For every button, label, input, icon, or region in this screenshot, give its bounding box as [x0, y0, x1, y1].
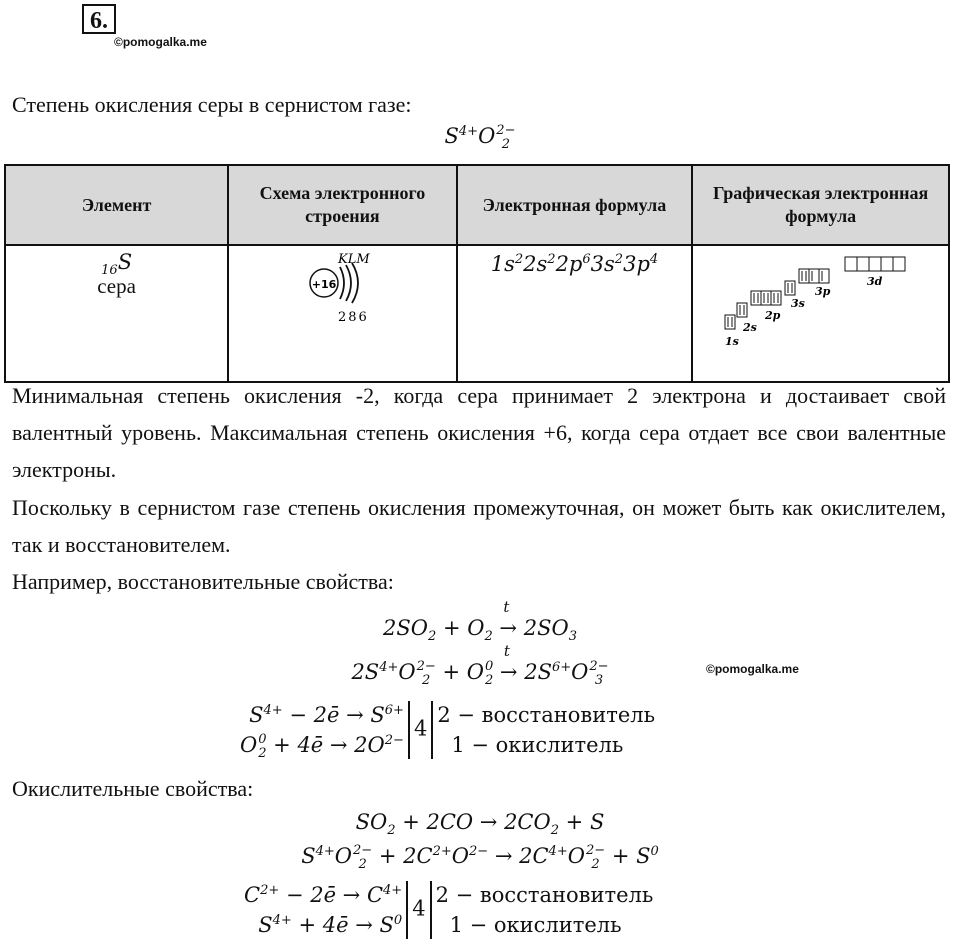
header-electron-formula: Электронная формула	[457, 165, 693, 245]
shell-arc-m	[352, 263, 358, 303]
element-cell	[5, 245, 228, 382]
equation-so2-o2-states: $2S^{4+}O$ 2− 2 + O 0 2 t → $2S^{6+}O$ 2− 3	[351, 642, 609, 688]
intro-text: Степень окисления серы в сернистом газе:	[12, 92, 412, 117]
orbital-diagram-cell	[692, 245, 949, 382]
electron-count-2: 4	[412, 896, 426, 921]
reduction-heading: Например, восстановительные свойства:	[12, 569, 394, 594]
oxidizer-label-2: 1 − окислитель	[449, 913, 622, 937]
shell-labels: KLM	[338, 252, 371, 267]
element-symbol: S	[117, 250, 133, 274]
header-element: Элемент	[5, 165, 228, 245]
electron-structure-table	[4, 164, 950, 383]
oxidation-state-formula: $S^{4+}O$ 2− 2	[444, 123, 516, 152]
watermark-2: ©pomogalka.me	[706, 662, 799, 676]
element-number: 16	[101, 263, 118, 279]
reducer-label: 2 − восстановитель	[437, 703, 656, 728]
shell-arc-k	[340, 267, 344, 299]
header-scheme: Схема электронного строения	[228, 165, 456, 245]
orbital-label-1s: 1s	[724, 335, 739, 348]
oxidation-heading: Окислительные свойства:	[12, 776, 254, 801]
heat-label: t	[503, 598, 510, 616]
header-graphic-formula: Графическая электронная формула	[692, 165, 949, 245]
shell-arc-l	[346, 265, 351, 301]
oxidizer-label: 1 − окислитель	[451, 733, 624, 758]
paragraph-oxidation-range: Минимальная степень окисления -2, когда сера принимает 2 электрона и достаивает свой валентный уровень. Максимальная степень окисления +6, когда сера отдает все свои валентные электроны.	[12, 383, 946, 482]
orbital-label-3d: 3d	[866, 275, 882, 288]
paragraph-intermediate: Поскольку в сернистом газе степень окисления промежуточная, он может быть как окислителем, так и восстановителем.	[12, 495, 946, 557]
electron-balance-2: $C^{2+}$ − 2ē → $C^{4+}$ $S^{4+}$ + 4ē → $S^0$ 4 2 − восстановитель 1 − окислитель	[244, 880, 653, 940]
task-number: 6.	[82, 4, 116, 34]
electron-formula-cell: $1s^22s^22p^63s^23p^4$	[457, 245, 693, 382]
equation-so2-o2: $2SO_2 + O_2$ t → $2SO_3$	[383, 598, 577, 645]
atom-scheme-cell	[228, 245, 456, 382]
reducer-label-2: 2 − восстановитель	[435, 883, 654, 907]
orbital-diagram	[721, 247, 921, 357]
orbital-label-2p: 2p	[764, 309, 780, 322]
table-row	[5, 245, 949, 382]
table-header-row	[5, 165, 949, 245]
nucleus-charge: +16	[312, 278, 337, 291]
equation-so2-co-states: $S^{4+}O$ 2− 2 + $2C^{2+}O^{2-} \to 2C^{4+}O$ 2− 2 + $S^0$	[301, 843, 659, 872]
electron-balance-1: $S^{4+}$ − 2ē → $S^{6+}$ O 0 2 + 4ē → $2O^{2-}$ 4 2 − восстановитель 1 − окислитель	[240, 700, 655, 760]
heat-label: t	[503, 642, 510, 661]
shell-counts: 286	[338, 310, 370, 325]
orbital-label-2s: 2s	[742, 321, 757, 334]
orbital-label-3p: 3p	[814, 285, 830, 298]
electron-count: 4	[413, 716, 428, 741]
element-name: сера	[97, 274, 136, 298]
watermark: ©pomogalka.me	[114, 35, 207, 49]
equation-so2-co: $SO_2 + 2CO \to 2CO_2 + S$	[355, 810, 605, 839]
orbital-label-3s: 3s	[790, 297, 805, 310]
atom-shell-diagram	[282, 247, 402, 327]
